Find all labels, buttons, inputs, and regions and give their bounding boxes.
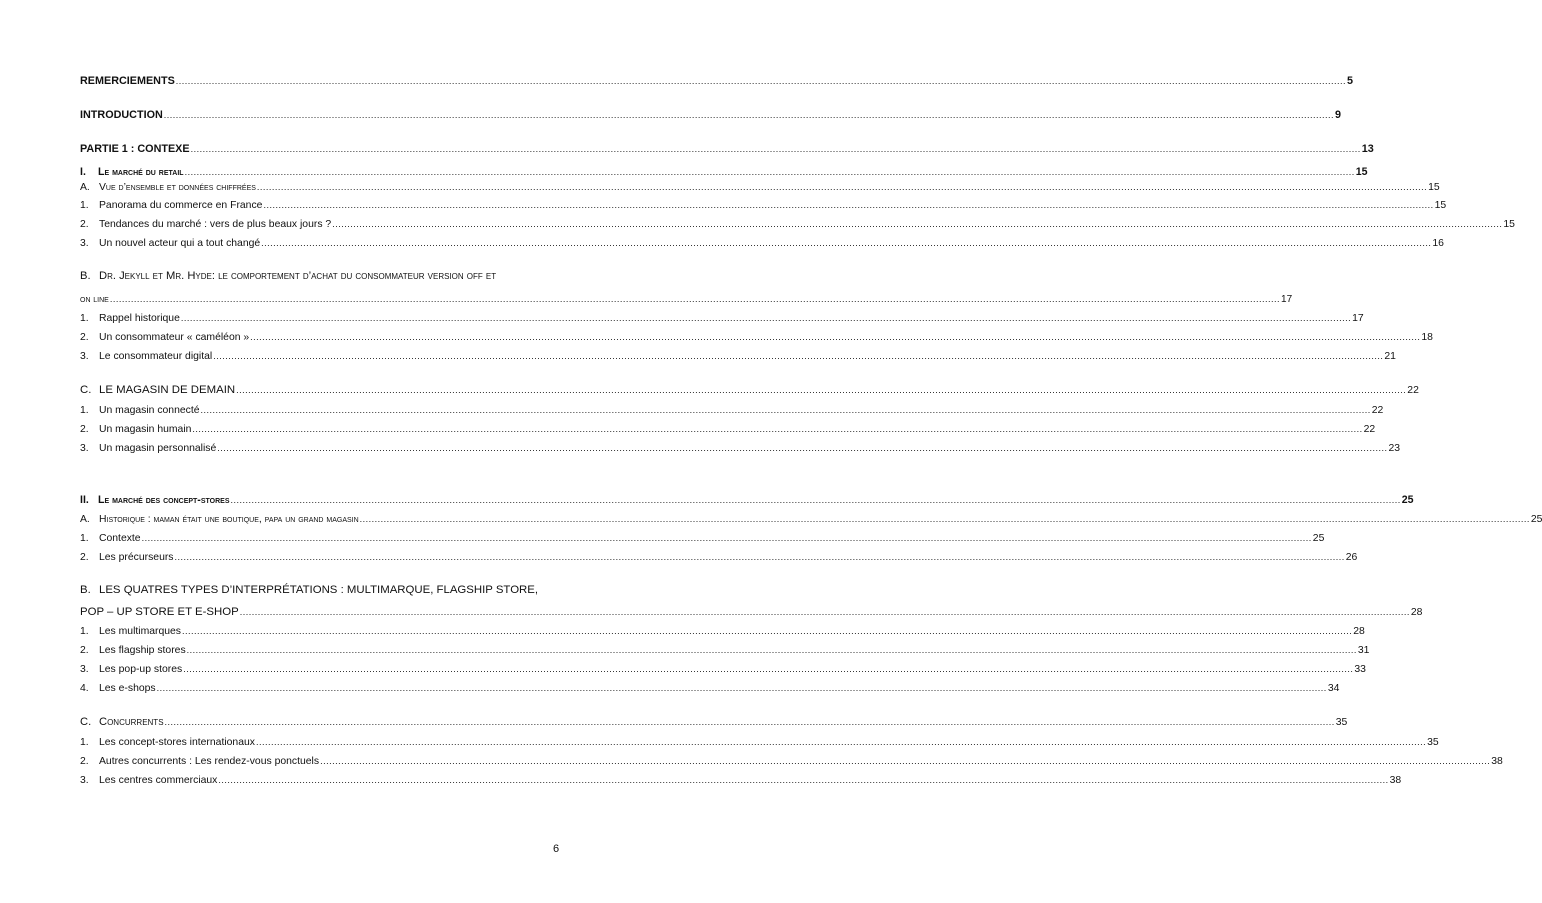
toc-leader (191, 143, 1361, 156)
toc-label: INTRODUCTION (80, 109, 163, 121)
toc-entry-section-2a[interactable] (80, 513, 1542, 526)
toc-label: POP – UP STORE ET E-SHOP (80, 606, 239, 618)
toc-label: LE MAGASIN DE DEMAIN (99, 384, 236, 396)
toc-number: B. (80, 270, 91, 282)
toc-leader (164, 109, 1334, 122)
toc-number: 3. (80, 351, 89, 362)
toc-page: 25 (1530, 514, 1542, 525)
toc-leader (192, 423, 1362, 436)
toc-leader (332, 218, 1502, 231)
toc-page: 16 (1432, 238, 1444, 249)
toc-number: C. (80, 384, 92, 396)
toc-entry-section-2a1[interactable] (80, 532, 1325, 545)
toc-number: 3. (80, 775, 89, 786)
toc-entry-introduction[interactable] (80, 109, 1341, 122)
toc-page: 22 (1407, 385, 1419, 396)
toc-entry-section-1a1[interactable] (80, 199, 1447, 212)
toc-label: Un magasin connecté (99, 405, 200, 416)
toc-page: 18 (1421, 332, 1433, 343)
toc-leader (263, 199, 1433, 212)
toc-label: Les multimarques (99, 626, 182, 637)
toc-label: Concurrents (99, 716, 164, 728)
toc-page: 13 (1361, 143, 1374, 155)
toc-number: 2. (80, 645, 89, 656)
toc-leader (231, 494, 1401, 507)
toc-label: Vue d’ensemble et données chiffrées (99, 182, 256, 193)
toc-page: 25 (1312, 533, 1325, 544)
toc-leader (201, 404, 1371, 417)
toc-page: 17 (1281, 294, 1293, 305)
toc-leader (157, 682, 1327, 695)
toc-label: Un magasin humain (99, 424, 192, 435)
toc-label: Les flagship stores (99, 645, 186, 656)
toc-number: 2. (80, 219, 89, 230)
toc-number: 1. (80, 405, 89, 416)
toc-label: Un nouvel acteur qui a tout changé (99, 238, 261, 249)
toc-page: 28 (1353, 626, 1365, 637)
toc-label: Un consommateur « caméléon » (99, 332, 250, 343)
toc-entry-section-2b-line2[interactable] (80, 606, 1423, 619)
toc-leader (181, 312, 1351, 325)
toc-entry-section-2c3[interactable] (80, 774, 1402, 787)
toc-leader (236, 384, 1406, 397)
toc-entry-section-2a2[interactable] (80, 551, 1358, 564)
toc-number: 3. (80, 664, 89, 675)
toc-page: 15 (1434, 200, 1447, 211)
toc-label: Le marché du retail (98, 166, 184, 178)
toc-label: Les concept-stores internationaux (99, 737, 255, 748)
toc-label: PARTIE 1 : CONTEXE (80, 143, 190, 155)
toc-leader (257, 181, 1427, 194)
toc-label: Les centres commerciaux (99, 775, 218, 786)
toc-entry-section-1b-line1[interactable] (80, 270, 561, 282)
toc-entry-section-1c2[interactable] (80, 423, 1376, 436)
toc-entry-section-2b2[interactable] (80, 644, 1370, 657)
toc-page: 31 (1357, 645, 1370, 656)
toc-page: 15 (1355, 166, 1368, 178)
toc-leader (142, 532, 1312, 545)
toc-page: 33 (1354, 664, 1366, 675)
toc-entry-section-1b-line2[interactable] (80, 293, 1293, 306)
toc-number: 2. (80, 756, 89, 767)
toc-number: 4. (80, 683, 89, 694)
toc-label: Dr. Jekyll et Mr. Hyde: le comportement d’achat du consommateur version off et (99, 270, 497, 282)
toc-leader (165, 716, 1335, 729)
toc-leader (240, 606, 1410, 619)
toc-leader (110, 293, 1280, 306)
toc-leader (217, 442, 1387, 455)
toc-entry-section-2[interactable] (80, 494, 1414, 507)
toc-page: 23 (1388, 443, 1401, 454)
toc-entry-section-2c2[interactable] (80, 755, 1503, 768)
toc-page: 28 (1410, 607, 1423, 618)
toc-number: II. (80, 494, 89, 506)
toc-label: Autres concurrents : Les rendez-vous ponctuels (99, 756, 320, 767)
toc-page: 21 (1384, 351, 1396, 362)
toc-label: Les e-shops (99, 683, 156, 694)
toc-entry-section-1b3[interactable] (80, 350, 1396, 363)
toc-page: 35 (1427, 737, 1439, 748)
toc-entry-section-1a3[interactable] (80, 237, 1444, 250)
toc-page: 38 (1389, 775, 1402, 786)
toc-page: 34 (1327, 683, 1340, 694)
toc-number: 2. (80, 332, 89, 343)
toc-label: LES QUATRES TYPES D’INTERPRÉTATIONS : MULTIMARQUE, FLAGSHIP STORE, (99, 584, 539, 596)
toc-page: 22 (1371, 405, 1384, 416)
toc-label: Un magasin personnalisé (99, 443, 217, 454)
toc-leader (175, 551, 1345, 564)
toc-entry-section-1b2[interactable] (80, 331, 1433, 344)
toc-label: Historique : maman était une boutique, papa un grand magasin (99, 514, 359, 525)
toc-entry-section-1c[interactable] (80, 384, 1419, 397)
toc-entry-section-2b-line1[interactable] (80, 584, 561, 596)
toc-page: 15 (1428, 182, 1440, 193)
toc-leader (250, 331, 1420, 344)
toc-entry-remerciements[interactable] (80, 75, 1353, 88)
toc-page: 17 (1352, 313, 1364, 324)
toc-entry-partie1[interactable] (80, 143, 1374, 156)
toc-entry-section-1b1[interactable] (80, 312, 1364, 325)
toc-label: Le consommateur digital (99, 351, 213, 362)
toc-entry-section-2c1[interactable] (80, 736, 1439, 749)
toc-label: Les pop-up stores (99, 664, 183, 675)
toc-number: 1. (80, 533, 89, 544)
toc-number: A. (80, 182, 90, 193)
toc-label: REMERCIEMENTS (80, 75, 175, 87)
toc-leader (320, 755, 1490, 768)
toc-number: 3. (80, 238, 89, 249)
toc-leader (176, 75, 1346, 88)
toc-leader (182, 625, 1352, 638)
toc-leader (183, 663, 1353, 676)
toc-page: 15 (1503, 219, 1515, 230)
toc-label: Les précurseurs (99, 552, 174, 563)
toc-entry-section-1a2[interactable] (80, 218, 1515, 231)
toc-number: 1. (80, 200, 89, 211)
toc-leader (218, 774, 1388, 787)
toc-leader (187, 644, 1357, 657)
toc-entry-section-1[interactable] (80, 166, 1368, 179)
toc-page: 22 (1363, 424, 1376, 435)
toc-page: 38 (1491, 756, 1503, 767)
toc-leader (256, 736, 1426, 749)
toc-number: B. (80, 584, 91, 596)
toc-page: 35 (1335, 717, 1348, 728)
toc-label: Panorama du commerce en France (99, 200, 263, 211)
toc-page: 26 (1345, 552, 1358, 563)
toc-number: I. (80, 166, 86, 178)
toc-number: 1. (80, 313, 89, 324)
toc-page: 5 (1346, 75, 1353, 87)
toc-number: C. (80, 716, 92, 728)
toc-number: 1. (80, 737, 89, 748)
toc-number: 3. (80, 443, 89, 454)
toc-entry-section-2b1[interactable] (80, 625, 1365, 638)
toc-entry-section-1c1[interactable] (80, 404, 1384, 417)
toc-entry-section-2b3[interactable] (80, 663, 1366, 676)
toc-label: Rappel historique (99, 313, 180, 324)
toc-page: 25 (1401, 494, 1414, 506)
page-number: 6 (553, 843, 560, 855)
toc-leader (360, 513, 1530, 526)
toc-number: A. (80, 514, 90, 525)
toc-leader (213, 350, 1383, 363)
toc-label: Tendances du marché : vers de plus beaux jours ? (99, 219, 332, 230)
toc-label: on line (80, 294, 109, 305)
toc-leader (185, 166, 1355, 179)
toc-label: Le marché des concept-stores (98, 494, 230, 506)
toc-entry-section-1a[interactable] (80, 181, 1440, 194)
toc-number: 2. (80, 424, 89, 435)
toc-entry-section-2b4[interactable] (80, 682, 1340, 695)
toc-number: 1. (80, 626, 89, 637)
toc-entry-section-1c3[interactable] (80, 442, 1401, 455)
toc-number: 2. (80, 552, 89, 563)
toc-entry-section-2c[interactable] (80, 716, 1348, 729)
toc-label: Contexte (99, 533, 141, 544)
toc-page: 9 (1334, 109, 1341, 121)
toc-leader (261, 237, 1431, 250)
